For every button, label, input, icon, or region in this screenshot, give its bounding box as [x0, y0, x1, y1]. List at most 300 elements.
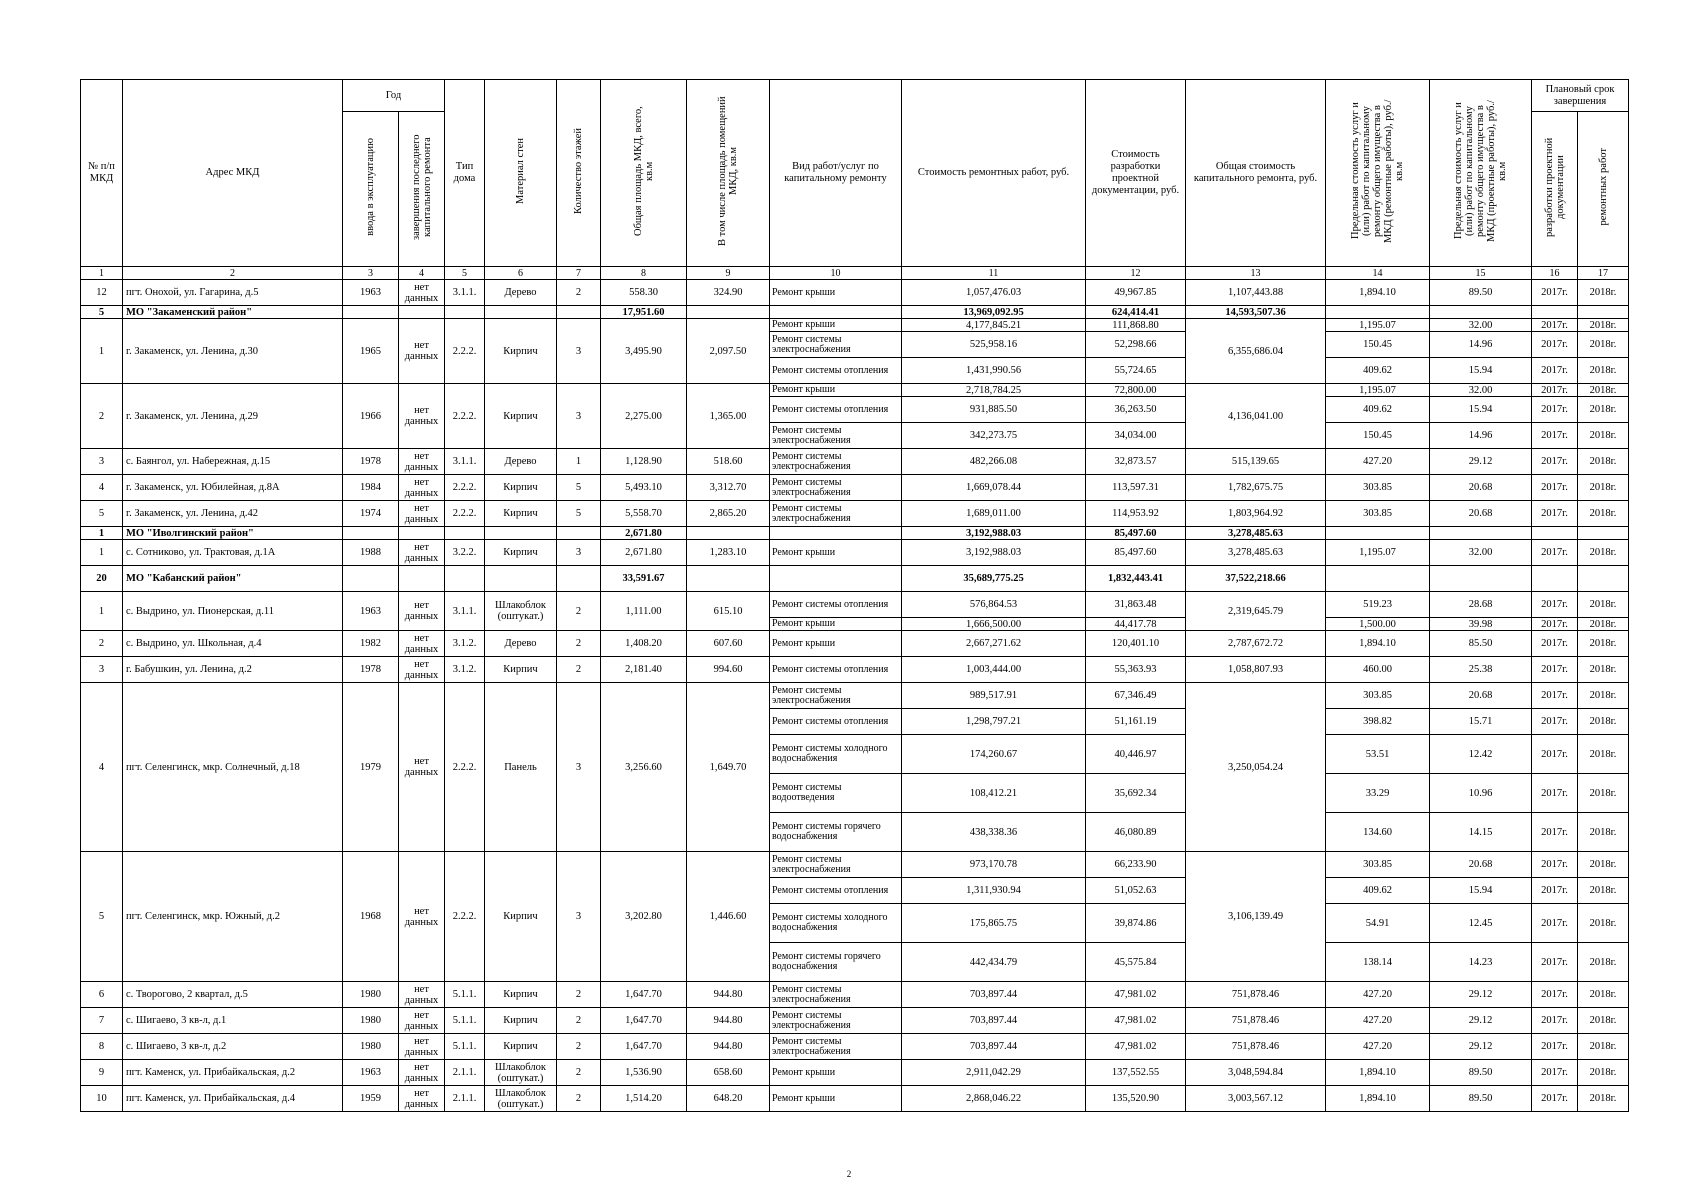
limit-repair-cost: 1,195.07 [1326, 319, 1430, 332]
living-area: 944.80 [687, 1008, 770, 1034]
column-number: 12 [1086, 267, 1186, 280]
limit-repair-cost: 427.20 [1326, 1034, 1430, 1060]
design-cost: 47,981.02 [1086, 982, 1186, 1008]
total-repair-cost: 751,878.46 [1186, 982, 1326, 1008]
limit-repair-cost: 53.51 [1326, 735, 1430, 774]
repair-cost: 576,864.53 [902, 592, 1086, 618]
limit-design-cost: 25.38 [1430, 657, 1532, 683]
empty-cell [445, 527, 485, 540]
limit-repair-cost: 303.85 [1326, 852, 1430, 878]
deadline-design: 2017г. [1532, 358, 1578, 384]
deadline-repair: 2018г. [1578, 319, 1629, 332]
repair-cost: 3,192,988.03 [902, 540, 1086, 566]
house-type: 2.2.2. [445, 501, 485, 527]
deadline-repair: 2018г. [1578, 423, 1629, 449]
last-repair-year: нет данных [399, 631, 445, 657]
year-built: 1980 [343, 1008, 399, 1034]
table-row [81, 280, 1629, 306]
total-repair-cost: 3,048,594.84 [1186, 1060, 1326, 1086]
design-cost: 34,034.00 [1086, 423, 1186, 449]
limit-repair-cost: 303.85 [1326, 501, 1430, 527]
last-repair-year: нет данных [399, 657, 445, 683]
deadline-design: 2017г. [1532, 852, 1578, 878]
work-type: Ремонт системы электроснабжения [770, 852, 902, 878]
total-area: 2,181.40 [601, 657, 687, 683]
limit-repair-cost: 150.45 [1326, 423, 1430, 449]
column-number: 15 [1430, 267, 1532, 280]
house-type: 3.2.2. [445, 540, 485, 566]
district-design-cost: 85,497.60 [1086, 527, 1186, 540]
empty-cell [1532, 566, 1578, 592]
deadline-design: 2017г. [1532, 618, 1578, 631]
design-cost: 72,800.00 [1086, 384, 1186, 397]
living-area: 607.60 [687, 631, 770, 657]
wall-material: Кирпич [485, 852, 557, 982]
total-area: 558.30 [601, 280, 687, 306]
empty-cell [1326, 527, 1430, 540]
living-area: 648.20 [687, 1086, 770, 1112]
limit-repair-cost: 134.60 [1326, 813, 1430, 852]
house-type: 5.1.1. [445, 1008, 485, 1034]
work-type: Ремонт крыши [770, 384, 902, 397]
house-number: 10 [81, 1086, 123, 1112]
limit-design-cost: 29.12 [1430, 1034, 1532, 1060]
design-cost: 135,520.90 [1086, 1086, 1186, 1112]
total-area: 1,408.20 [601, 631, 687, 657]
deadline-design: 2017г. [1532, 280, 1578, 306]
floor-count: 3 [557, 540, 601, 566]
repair-cost: 2,667,271.62 [902, 631, 1086, 657]
limit-design-cost: 14.23 [1430, 943, 1532, 982]
empty-cell [1430, 527, 1532, 540]
house-number: 4 [81, 475, 123, 501]
repair-cost: 525,958.16 [902, 332, 1086, 358]
header-work-type: Вид работ/услуг по капитальному ремонту [770, 80, 902, 267]
limit-repair-cost: 1,195.07 [1326, 540, 1430, 566]
wall-material: Панель [485, 683, 557, 852]
repair-cost: 1,003,444.00 [902, 657, 1086, 683]
house-address: пгт. Селенгинск, мкр. Солнечный, д.18 [123, 683, 343, 852]
last-repair-year: нет данных [399, 501, 445, 527]
house-number: 1 [81, 592, 123, 631]
header-total-cost: Общая стоимость капитального ремонта, руб. [1186, 80, 1326, 267]
house-number: 12 [81, 280, 123, 306]
wall-material: Кирпич [485, 475, 557, 501]
living-area: 1,283.10 [687, 540, 770, 566]
limit-design-cost: 89.50 [1430, 1060, 1532, 1086]
work-type: Ремонт системы горячего водоснабжения [770, 813, 902, 852]
design-cost: 114,953.92 [1086, 501, 1186, 527]
total-repair-cost: 1,107,443.88 [1186, 280, 1326, 306]
deadline-repair: 2018г. [1578, 540, 1629, 566]
design-cost: 55,724.65 [1086, 358, 1186, 384]
deadline-repair: 2018г. [1578, 358, 1629, 384]
repair-cost: 482,266.08 [902, 449, 1086, 475]
house-number: 2 [81, 631, 123, 657]
last-repair-year: нет данных [399, 280, 445, 306]
empty-cell [1578, 527, 1629, 540]
repair-cost: 4,177,845.21 [902, 319, 1086, 332]
wall-material: Дерево [485, 449, 557, 475]
floor-count: 2 [557, 280, 601, 306]
design-cost: 111,868.80 [1086, 319, 1186, 332]
design-cost: 52,298.66 [1086, 332, 1186, 358]
column-number: 13 [1186, 267, 1326, 280]
house-address: пгт. Каменск, ул. Прибайкальская, д.4 [123, 1086, 343, 1112]
year-built: 1966 [343, 384, 399, 449]
header-house-type: Тип дома [445, 80, 485, 267]
living-area: 2,097.50 [687, 319, 770, 384]
limit-repair-cost: 427.20 [1326, 449, 1430, 475]
floor-count: 2 [557, 982, 601, 1008]
work-type: Ремонт системы отопления [770, 878, 902, 904]
last-repair-year: нет данных [399, 592, 445, 631]
column-number: 8 [601, 267, 687, 280]
total-repair-cost: 2,319,645.79 [1186, 592, 1326, 631]
empty-cell [485, 527, 557, 540]
total-repair-cost: 3,003,567.12 [1186, 1086, 1326, 1112]
table-row [81, 319, 1629, 332]
district-name: МО "Кабанский район" [123, 566, 343, 592]
deadline-repair: 2018г. [1578, 280, 1629, 306]
limit-repair-cost: 1,894.10 [1326, 280, 1430, 306]
header-year-repair: завершения последнего капитального ремонта [399, 112, 445, 267]
limit-repair-cost: 1,894.10 [1326, 1086, 1430, 1112]
house-address: с. Шигаево, 3 кв-л, д.2 [123, 1034, 343, 1060]
limit-design-cost: 29.12 [1430, 449, 1532, 475]
total-area: 1,514.20 [601, 1086, 687, 1112]
limit-repair-cost: 138.14 [1326, 943, 1430, 982]
total-repair-cost: 515,139.65 [1186, 449, 1326, 475]
table-row [81, 852, 1629, 878]
deadline-design: 2017г. [1532, 540, 1578, 566]
empty-cell [557, 527, 601, 540]
year-built: 1963 [343, 280, 399, 306]
deadline-design: 2017г. [1532, 709, 1578, 735]
limit-design-cost: 89.50 [1430, 280, 1532, 306]
deadline-design: 2017г. [1532, 475, 1578, 501]
floor-count: 3 [557, 384, 601, 449]
total-area: 1,647.70 [601, 982, 687, 1008]
limit-design-cost: 15.71 [1430, 709, 1532, 735]
total-area: 3,495.90 [601, 319, 687, 384]
limit-design-cost: 14.15 [1430, 813, 1532, 852]
empty-cell [770, 566, 902, 592]
limit-design-cost: 85.50 [1430, 631, 1532, 657]
living-area: 2,865.20 [687, 501, 770, 527]
empty-cell [1532, 306, 1578, 319]
deadline-design: 2017г. [1532, 501, 1578, 527]
limit-repair-cost: 427.20 [1326, 982, 1430, 1008]
empty-cell [343, 527, 399, 540]
deadline-repair: 2018г. [1578, 332, 1629, 358]
table-row [81, 540, 1629, 566]
design-cost: 66,233.90 [1086, 852, 1186, 878]
header-year-built: ввода в эксплуатацию [343, 112, 399, 267]
empty-cell [1578, 306, 1629, 319]
deadline-repair: 2018г. [1578, 618, 1629, 631]
repair-cost: 931,885.50 [902, 397, 1086, 423]
empty-cell [1326, 566, 1430, 592]
deadline-design: 2017г. [1532, 1034, 1578, 1060]
work-type: Ремонт крыши [770, 631, 902, 657]
living-area: 518.60 [687, 449, 770, 475]
limit-design-cost: 28.68 [1430, 592, 1532, 618]
design-cost: 47,981.02 [1086, 1008, 1186, 1034]
work-type: Ремонт системы отопления [770, 592, 902, 618]
limit-design-cost: 15.94 [1430, 397, 1532, 423]
deadline-design: 2017г. [1532, 735, 1578, 774]
header-deadline-design: разработки проектной документации [1532, 112, 1578, 267]
work-type: Ремонт системы электроснабжения [770, 501, 902, 527]
table-row [81, 631, 1629, 657]
wall-material: Кирпич [485, 540, 557, 566]
deadline-design: 2017г. [1532, 943, 1578, 982]
limit-design-cost: 29.12 [1430, 982, 1532, 1008]
design-cost: 40,446.97 [1086, 735, 1186, 774]
empty-cell [485, 306, 557, 319]
house-number: 7 [81, 1008, 123, 1034]
work-type: Ремонт системы отопления [770, 657, 902, 683]
work-type: Ремонт системы электроснабжения [770, 475, 902, 501]
house-address: с. Баянгол, ул. Набережная, д.15 [123, 449, 343, 475]
header-living-area: В том числе площадь помещений МКД, кв.м [687, 80, 770, 267]
wall-material: Кирпич [485, 1034, 557, 1060]
column-number: 2 [123, 267, 343, 280]
empty-cell [445, 566, 485, 592]
limit-repair-cost: 398.82 [1326, 709, 1430, 735]
empty-cell [399, 527, 445, 540]
total-area: 1,647.70 [601, 1008, 687, 1034]
deadline-repair: 2018г. [1578, 384, 1629, 397]
house-address: г. Закаменск, ул. Юбилейная, д.8А [123, 475, 343, 501]
district-repair-cost: 13,969,092.95 [902, 306, 1086, 319]
limit-repair-cost: 409.62 [1326, 878, 1430, 904]
repair-cost: 1,689,011.00 [902, 501, 1086, 527]
column-number: 4 [399, 267, 445, 280]
repair-cost: 703,897.44 [902, 982, 1086, 1008]
house-type: 5.1.1. [445, 1034, 485, 1060]
house-number: 3 [81, 657, 123, 683]
house-type: 2.2.2. [445, 852, 485, 982]
work-type: Ремонт системы отопления [770, 358, 902, 384]
last-repair-year: нет данных [399, 852, 445, 982]
limit-repair-cost: 460.00 [1326, 657, 1430, 683]
work-type: Ремонт крыши [770, 280, 902, 306]
house-number: 2 [81, 384, 123, 449]
house-number: 1 [81, 319, 123, 384]
deadline-design: 2017г. [1532, 813, 1578, 852]
year-built: 1978 [343, 657, 399, 683]
repair-cost: 989,517.91 [902, 683, 1086, 709]
design-cost: 44,417.78 [1086, 618, 1186, 631]
work-type: Ремонт системы холодного водоснабжения [770, 904, 902, 943]
work-type: Ремонт крыши [770, 319, 902, 332]
limit-repair-cost: 409.62 [1326, 397, 1430, 423]
district-count: 1 [81, 527, 123, 540]
house-type: 2.2.2. [445, 475, 485, 501]
deadline-repair: 2018г. [1578, 813, 1629, 852]
total-area: 2,275.00 [601, 384, 687, 449]
column-number: 17 [1578, 267, 1629, 280]
limit-repair-cost: 427.20 [1326, 1008, 1430, 1034]
limit-design-cost: 12.45 [1430, 904, 1532, 943]
repair-cost: 175,865.75 [902, 904, 1086, 943]
empty-cell [445, 306, 485, 319]
total-area: 3,202.80 [601, 852, 687, 982]
deadline-repair: 2018г. [1578, 475, 1629, 501]
house-address: с. Выдрино, ул. Школьная, д.4 [123, 631, 343, 657]
total-area: 5,493.10 [601, 475, 687, 501]
year-built: 1980 [343, 1034, 399, 1060]
year-built: 1959 [343, 1086, 399, 1112]
deadline-design: 2017г. [1532, 1008, 1578, 1034]
deadline-repair: 2018г. [1578, 397, 1629, 423]
house-address: г. Закаменск, ул. Ленина, д.42 [123, 501, 343, 527]
deadline-repair: 2018г. [1578, 1086, 1629, 1112]
limit-design-cost: 32.00 [1430, 384, 1532, 397]
deadline-design: 2017г. [1532, 878, 1578, 904]
column-number: 11 [902, 267, 1086, 280]
work-type: Ремонт системы холодного водоснабжения [770, 735, 902, 774]
capital-repair-table [80, 79, 1629, 1112]
repair-cost: 1,431,990.56 [902, 358, 1086, 384]
wall-material: Дерево [485, 280, 557, 306]
house-address: с. Творогово, 2 квартал, д.5 [123, 982, 343, 1008]
deadline-repair: 2018г. [1578, 1060, 1629, 1086]
deadline-design: 2017г. [1532, 631, 1578, 657]
deadline-design: 2017г. [1532, 332, 1578, 358]
design-cost: 51,161.19 [1086, 709, 1186, 735]
year-built: 1965 [343, 319, 399, 384]
work-type: Ремонт крыши [770, 1086, 902, 1112]
total-repair-cost: 1,803,964.92 [1186, 501, 1326, 527]
column-number: 7 [557, 267, 601, 280]
empty-cell [687, 566, 770, 592]
house-address: пгт. Селенгинск, мкр. Южный, д.2 [123, 852, 343, 982]
empty-cell [687, 527, 770, 540]
limit-design-cost: 20.68 [1430, 852, 1532, 878]
deadline-design: 2017г. [1532, 449, 1578, 475]
house-address: г. Закаменск, ул. Ленина, д.30 [123, 319, 343, 384]
work-type: Ремонт крыши [770, 618, 902, 631]
deadline-design: 2017г. [1532, 1060, 1578, 1086]
deadline-repair: 2018г. [1578, 1008, 1629, 1034]
deadline-design: 2017г. [1532, 1086, 1578, 1112]
total-area: 1,111.00 [601, 592, 687, 631]
wall-material: Шлакоблок (оштукат.) [485, 592, 557, 631]
repair-cost: 2,868,046.22 [902, 1086, 1086, 1112]
year-built: 1963 [343, 1060, 399, 1086]
floor-count: 2 [557, 1008, 601, 1034]
limit-repair-cost: 303.85 [1326, 475, 1430, 501]
district-total-cost: 37,522,218.66 [1186, 566, 1326, 592]
total-repair-cost: 751,878.46 [1186, 1008, 1326, 1034]
design-cost: 36,263.50 [1086, 397, 1186, 423]
work-type: Ремонт системы электроснабжения [770, 332, 902, 358]
work-type: Ремонт системы электроснабжения [770, 1034, 902, 1060]
deadline-repair: 2018г. [1578, 501, 1629, 527]
house-type: 2.2.2. [445, 319, 485, 384]
living-area: 324.90 [687, 280, 770, 306]
floor-count: 5 [557, 501, 601, 527]
last-repair-year: нет данных [399, 1060, 445, 1086]
empty-cell [399, 566, 445, 592]
design-cost: 120,401.10 [1086, 631, 1186, 657]
empty-cell [770, 527, 902, 540]
house-address: г. Бабушкин, ул. Ленина, д.2 [123, 657, 343, 683]
living-area: 3,312.70 [687, 475, 770, 501]
year-built: 1982 [343, 631, 399, 657]
total-repair-cost: 1,782,675.75 [1186, 475, 1326, 501]
house-type: 2.1.1. [445, 1060, 485, 1086]
district-total-area: 17,951.60 [601, 306, 687, 319]
column-numbers-row [81, 267, 1629, 280]
work-type: Ремонт системы отопления [770, 397, 902, 423]
header-year: Год [343, 80, 445, 112]
design-cost: 137,552.55 [1086, 1060, 1186, 1086]
floor-count: 5 [557, 475, 601, 501]
table-row [81, 657, 1629, 683]
limit-repair-cost: 303.85 [1326, 683, 1430, 709]
design-cost: 51,052.63 [1086, 878, 1186, 904]
work-type: Ремонт системы горячего водоснабжения [770, 943, 902, 982]
limit-design-cost: 39.98 [1430, 618, 1532, 631]
repair-cost: 703,897.44 [902, 1034, 1086, 1060]
deadline-repair: 2018г. [1578, 852, 1629, 878]
living-area: 615.10 [687, 592, 770, 631]
district-repair-cost: 3,192,988.03 [902, 527, 1086, 540]
repair-cost: 442,434.79 [902, 943, 1086, 982]
year-built: 1980 [343, 982, 399, 1008]
page-number: 2 [846, 1169, 852, 1179]
limit-repair-cost: 1,894.10 [1326, 1060, 1430, 1086]
year-built: 1979 [343, 683, 399, 852]
repair-cost: 174,260.67 [902, 735, 1086, 774]
limit-design-cost: 89.50 [1430, 1086, 1532, 1112]
work-type: Ремонт системы водоотведения [770, 774, 902, 813]
repair-cost: 1,057,476.03 [902, 280, 1086, 306]
deadline-repair: 2018г. [1578, 982, 1629, 1008]
table-row [81, 1086, 1629, 1112]
header-floors: Количество этажей [557, 80, 601, 267]
floor-count: 2 [557, 1086, 601, 1112]
header-deadline-repair: ремонтных работ [1578, 112, 1629, 267]
empty-cell [1532, 527, 1578, 540]
limit-design-cost: 32.00 [1430, 319, 1532, 332]
district-repair-cost: 35,689,775.25 [902, 566, 1086, 592]
total-repair-cost: 2,787,672.72 [1186, 631, 1326, 657]
deadline-repair: 2018г. [1578, 449, 1629, 475]
house-type: 3.1.2. [445, 657, 485, 683]
total-area: 2,671.80 [601, 540, 687, 566]
empty-cell [770, 306, 902, 319]
house-type: 3.1.2. [445, 631, 485, 657]
empty-cell [485, 566, 557, 592]
design-cost: 39,874.86 [1086, 904, 1186, 943]
floor-count: 3 [557, 852, 601, 982]
house-number: 5 [81, 501, 123, 527]
district-total-row [81, 566, 1629, 592]
empty-cell [557, 566, 601, 592]
table-row [81, 449, 1629, 475]
year-built: 1978 [343, 449, 399, 475]
empty-cell [1430, 566, 1532, 592]
column-number: 10 [770, 267, 902, 280]
total-area: 1,647.70 [601, 1034, 687, 1060]
floor-count: 3 [557, 683, 601, 852]
table-row [81, 1034, 1629, 1060]
